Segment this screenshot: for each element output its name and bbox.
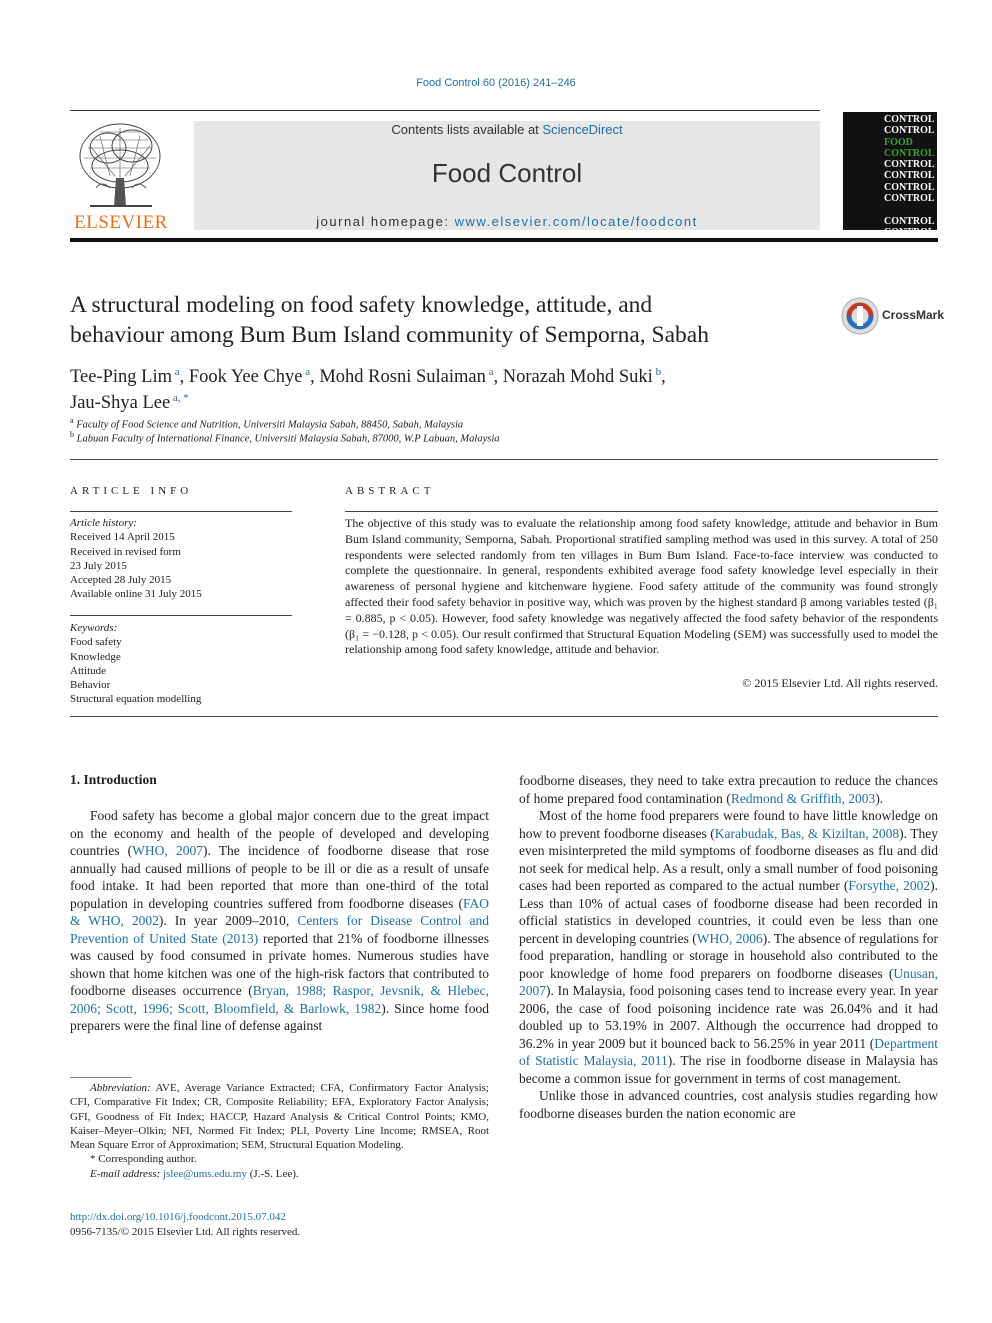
author-affiliation-marker[interactable]: a <box>302 366 311 378</box>
header-rule <box>70 110 820 111</box>
author-separator: , <box>310 367 320 388</box>
cover-text-line: CONTROL <box>884 226 935 238</box>
info-rule <box>70 615 292 616</box>
issn-copyright: 0956-7135/© 2015 Elsevier Ltd. All rights reserved. <box>70 1226 301 1238</box>
text-run: ). In Malaysia, food poisoning cases tend to increase every year. In year 2006, the case of food poisoning incidence rate was 26.04% and it had doubled up to 53.19% in 2007. Although the occurrence had dropped to 36.2% in year 2009 but it bounced back to 56.25% in year 2011 ( <box>519 983 938 1051</box>
affiliation-b <box>70 430 500 445</box>
footnote-rule <box>70 1077 132 1078</box>
article-title <box>70 290 830 350</box>
contents-prefix: Contents lists available at <box>391 122 539 137</box>
footnotes <box>70 1081 489 1181</box>
article-info-heading: ARTICLE INFO <box>70 485 193 497</box>
author-name: Mohd Rosni Sulaiman <box>319 367 486 388</box>
history-item: Received 14 April 2015 <box>70 531 175 544</box>
homepage-link[interactable]: www.elsevier.com/locate/foodcont <box>454 214 698 229</box>
cover-text-line: CONTROL <box>884 170 935 182</box>
sciencedirect-link[interactable]: ScienceDirect <box>542 122 623 137</box>
abstract-text: The objective of this study was to evaluate the relationship among food safety knowledge, attitude and behavior in Bum Bum Island community, Semporna, Sabah. Proportional stratified sampling method was used in this survey. A total of 250 respondents were selected randomly from ten villages in Bum Bum Island. Face-to-face interview was conducted to complete the questionnaire. In general, respondents exhibited average food safety knowledge level especially in their awareness of personal hygiene and kitchenware hygiene. Food safety attitude of the community was found strongly affected their food safety behavior in positive way, which was proven by the highest standard β among variables tested (β₁ = 0.885, p < 0.05). However, food safety knowledge was negatively affected the food safety behavior of the respondents (β₁ = −0.128, p < 0.05). Our result confirmed that Structural Equation Modeling (SEM) was successfully used to model the relationship among food safety knowledge, attitude and behavior. <box>345 516 938 657</box>
author-list <box>70 362 770 414</box>
affiliation-text: Labuan Faculty of International Finance, Universiti Malaysia Sabah, 87000, W.P Labuan, Malaysia <box>76 433 500 445</box>
text-run: ). The incidence of foodborne disease that rose annually had caused millions of people to be ill or die as a result of unsafe food intake. It had been reported that more than one-third of the total population in developing countries suffered from foodborne diseases ( <box>70 843 489 911</box>
paragraph <box>519 1087 938 1122</box>
abstract-copyright: © 2015 Elsevier Ltd. All rights reserved. <box>742 676 938 690</box>
title-line-2: behaviour among Bum Bum Island community of Semporna, Sabah <box>70 322 709 348</box>
email-link[interactable]: jslee@ums.edu.my <box>162 1167 247 1180</box>
affiliation-a <box>70 416 463 431</box>
journal-reference[interactable]: Food Control 60 (2016) 241–246 <box>416 77 576 89</box>
text-run: Most of the home food preparers were found to have little knowledge on how to prevent foodborne diseases ( <box>519 808 938 841</box>
abstract-rule <box>345 511 938 512</box>
contents-line <box>194 122 820 137</box>
citation-link[interactable]: WHO, 2006 <box>696 930 763 946</box>
doi-link[interactable]: http://dx.doi.org/10.1016/j.foodcont.2015.07.042 <box>70 1211 286 1223</box>
keywords <box>70 621 292 707</box>
cover-text-line: CONTROL <box>884 181 935 193</box>
text-run: reported that 21% of foodborne illnesses was caused by food consumed in private homes. Numerous studies have shown that home kitchen was one of the high-risk factors that contributed to foodborne diseases occurrence ( <box>70 930 489 998</box>
history-item: Available online 31 July 2015 <box>70 588 202 601</box>
cover-text-line <box>843 204 937 215</box>
crossmark-icon[interactable] <box>840 296 880 336</box>
section-rule <box>70 716 938 717</box>
body-column-left <box>70 807 489 1035</box>
cover-text-line: CONTROL <box>884 125 935 137</box>
paragraph <box>519 772 938 807</box>
text-run: ). Less than 10% of actual cases of foodborne disease had been recorded in official statistics in developed countries, it could even be less than one percent in developing countries ( <box>519 878 939 946</box>
corresponding-author: * Corresponding author. <box>90 1153 197 1166</box>
affiliation-key: a <box>70 416 74 425</box>
paragraph <box>519 807 938 1087</box>
text-run: Food safety has become a global major concern due to the great impact on the economy and health of the people of developed and developing countries ( <box>70 808 489 858</box>
keyword: Attitude <box>70 664 107 677</box>
keyword: Knowledge <box>70 650 121 663</box>
affiliation-key: b <box>70 430 74 439</box>
history-item: 23 July 2015 <box>70 559 127 572</box>
journal-name: Food Control <box>431 158 583 188</box>
author-separator: , <box>179 367 189 388</box>
text-run: foodborne diseases, they need to take extra precaution to reduce the chances of home prepared food contamination ( <box>519 773 938 806</box>
author-name: Fook Yee Chye <box>188 367 303 388</box>
cover-text-line: CONTROL <box>884 193 935 205</box>
header-thick-rule <box>70 238 938 242</box>
text-run: ). Since home food preparers were the final line of defense against <box>70 1000 489 1033</box>
email-label: E-mail address: <box>90 1167 161 1180</box>
citation-link[interactable]: Centers for Disease Control and Prevention of United State (2013) <box>70 913 489 946</box>
text-run: ). The rise in foodborne disease in Malaysia has become a common issue for government in terms of cost management. <box>519 1053 939 1086</box>
text-run: ). In year 2009–2010, <box>158 913 298 928</box>
author-affiliation-marker[interactable]: a, * <box>170 392 189 405</box>
author-name: Tee-Ping Lim <box>70 367 172 388</box>
email-suffix: (J.-S. Lee). <box>247 1167 299 1180</box>
keyword: Structural equation modelling <box>70 693 202 706</box>
text-run: ). <box>875 790 884 806</box>
citation-link[interactable]: Unusan, 2007 <box>519 965 938 998</box>
section-rule <box>70 459 938 460</box>
text-run: Unlike those in advanced countries, cost analysis studies regarding how foodborne diseases burden the nation economic are <box>519 1088 938 1121</box>
author-affiliation-marker[interactable]: a <box>171 366 180 378</box>
citation-link[interactable]: Karabudak, Bas, & Kiziltan, 2008 <box>714 825 900 841</box>
author-affiliation-marker[interactable]: b <box>652 366 662 378</box>
crossmark-label[interactable]: CrossMark <box>882 308 945 322</box>
citation-link[interactable]: Redmond & Griffith, 2003 <box>730 790 876 806</box>
body-column-right <box>519 772 938 1122</box>
affiliation-text: Faculty of Food Science and Nutrition, Universiti Malaysia Sabah, 88450, Sabah, Malaysia <box>76 419 464 431</box>
citation-link[interactable]: Bryan, 1988; Raspor, Jevsnik, & Hlebec, 2006; Scott, 1996; Scott, Bloomfield, & Barlowk, 1982 <box>70 983 489 1016</box>
title-line-1: A structural modeling on food safety knowledge, attitude, and <box>70 292 653 318</box>
author-separator: , <box>661 367 666 388</box>
introduction-heading: 1. Introduction <box>70 772 157 787</box>
history-label: Article history: <box>70 517 137 529</box>
keyword: Behavior <box>70 679 111 692</box>
paragraph <box>70 807 489 1035</box>
author-name: Norazah Mohd Suki <box>502 367 653 388</box>
citation-link[interactable]: Forsythe, 2002 <box>848 878 931 893</box>
citation-link[interactable]: Department of Statistic Malaysia, 2011 <box>519 1035 938 1068</box>
homepage-line <box>194 214 820 229</box>
keywords-label: Keywords: <box>70 622 118 634</box>
text-run: ). The absence of regulations for food preparation, handling or storage in household also contributed to the poor knowledge of home food preparers on foodborne diseases ( <box>519 930 938 981</box>
cover-text-line: CONTROL <box>884 159 935 171</box>
author-name: Jau-Shya Lee <box>70 393 171 414</box>
keyword: Food safety <box>70 636 122 649</box>
journal-cover-thumbnail[interactable] <box>843 112 937 238</box>
text-run: ). They even misinterpreted the mild symptoms of foodborne diseases as flu and did not seek for medical help. As a result, only a small number of food poisoning cases had been reported as compared to the actual number ( <box>519 825 938 893</box>
email-footnote <box>70 1167 489 1181</box>
info-rule <box>70 511 292 512</box>
author-affiliation-marker[interactable]: a <box>485 366 494 378</box>
homepage-prefix: journal homepage: <box>316 214 450 229</box>
elsevier-wordmark: ELSEVIER <box>74 212 168 233</box>
history-item: Accepted 28 July 2015 <box>70 574 172 587</box>
article-history <box>70 516 292 602</box>
cover-text-line: CONTROL <box>884 114 935 125</box>
cover-text-line: FOOD CONTROL <box>884 136 935 159</box>
abstract-heading: ABSTRACT <box>345 485 435 497</box>
abbreviation-footnote <box>70 1081 489 1152</box>
citation-link[interactable]: WHO, 2007 <box>132 843 203 858</box>
history-item: Received in revised form <box>70 545 181 558</box>
citation-link[interactable]: FAO & WHO, 2002 <box>70 895 489 928</box>
abbreviation-text: AVE, Average Variance Extracted; CFA, Confirmatory Factor Analysis; CFI, Comparative Fit Index; CR, Composite Reliability; EFA, Exploratory Factor Analysis; GFI, Goodness of Fit Index; HACCP, Hazard Analysis & Critical Control Points; KMO, Kaiser–Meyer–Olkin; NFI, Normed Fit Index; PLI, Poverty Line Income; RMSEA, Root Mean Square Error of Approximation; SEM, Structural Equation Modeling. <box>70 1082 489 1152</box>
cover-text-line: CONTROL <box>884 215 935 227</box>
author-separator: , <box>493 367 503 388</box>
abbreviation-label: Abbreviation: <box>90 1082 151 1094</box>
